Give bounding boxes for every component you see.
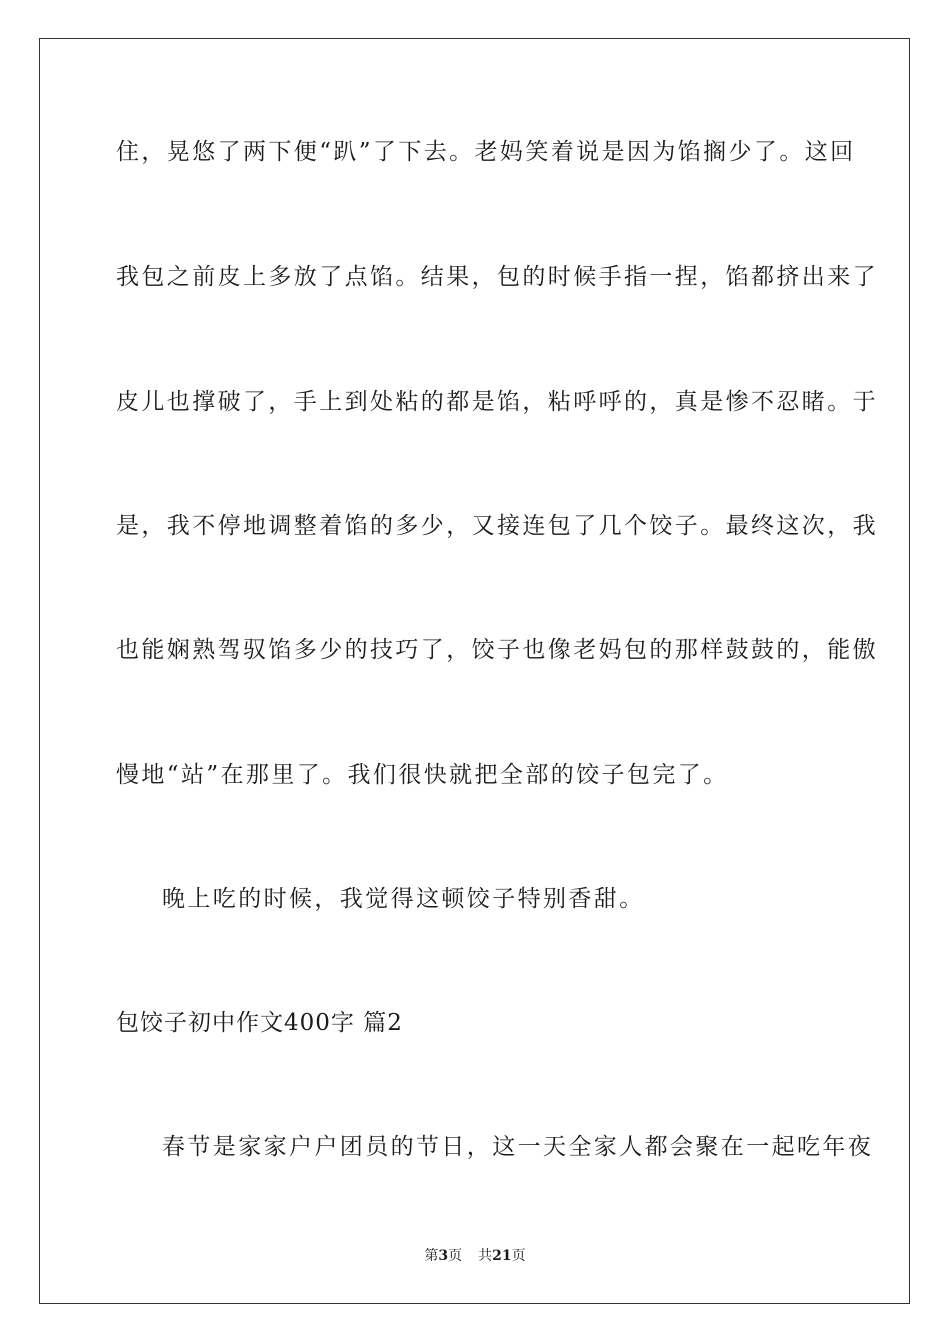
body-text-line-1: 住，晃悠了两下便“趴”了下去。老妈笑着说是因为馅搁少了。这回 (116, 139, 856, 165)
footer-total-pages: 21 (492, 1248, 512, 1264)
body-text-line-3: 皮儿也撑破了，手上到处粘的都是馅，粘呼呼的，真是惨不忍睹。于 (116, 389, 878, 415)
page-footer (0, 1246, 950, 1266)
footer-page-prefix: 第 (424, 1248, 439, 1264)
body-text-line-4: 是，我不停地调整着馅的多少，又接连包了几个饺子。最终这次，我 (116, 513, 878, 539)
body-text-line-6: 慢地“站”在那里了。我们很快就把全部的饺子包完了。 (116, 762, 729, 788)
page-border (39, 38, 910, 1304)
next-paragraph-line-1: 春节是家家户户团员的节日，这一天全家人都会聚在一起吃年夜 (162, 1134, 874, 1160)
body-text-line-2: 我包之前皮上多放了点馅。结果，包的时候手指一捏，馅都挤出来了 (116, 264, 878, 290)
section-heading: 包饺子初中作文400字 篇2 (116, 1010, 403, 1036)
footer-total-suffix: 页 (511, 1248, 526, 1264)
closing-line: 晚上吃的时候，我觉得这顿饺子特别香甜。 (162, 886, 645, 912)
footer-total-prefix: 共 (478, 1248, 493, 1264)
footer-page-number: 3 (438, 1248, 449, 1264)
footer-page-suffix: 页 (448, 1248, 463, 1264)
body-text-line-5: 也能娴熟驾驭馅多少的技巧了，饺子也像老妈包的那样鼓鼓的，能傲 (116, 637, 878, 663)
